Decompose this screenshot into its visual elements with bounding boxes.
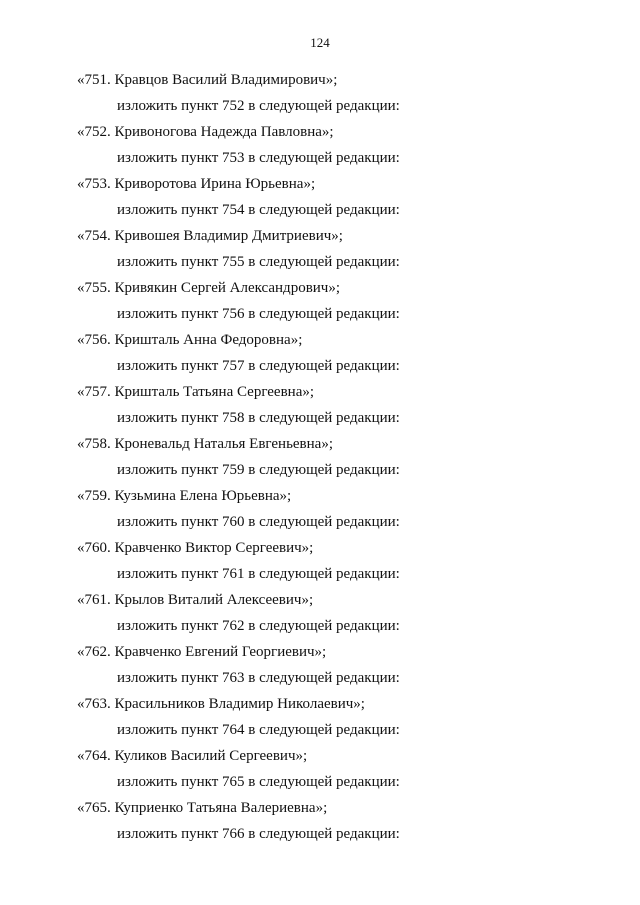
entry-instruction: изложить пункт 759 в следующей редакции:: [117, 462, 400, 478]
entry-instruction: изложить пункт 760 в следующей редакции:: [117, 514, 400, 530]
entries-list: [0, 67, 640, 847]
entry-item: «751. Кравцов Василий Владимирович»;: [77, 72, 338, 88]
entry-item: «752. Кривоногова Надежда Павловна»;: [77, 124, 334, 140]
entry-instruction: изложить пункт 755 в следующей редакции:: [117, 254, 400, 270]
entry-instruction: изложить пункт 765 в следующей редакции:: [117, 774, 400, 790]
entry-item: «764. Куликов Василий Сергеевич»;: [77, 748, 308, 764]
entry-instruction: изложить пункт 756 в следующей редакции:: [117, 306, 400, 322]
entry-item: «763. Красильников Владимир Николаевич»;: [77, 696, 365, 712]
entry-item: «754. Кривошея Владимир Дмитриевич»;: [77, 228, 343, 244]
entry-item: «757. Кришталь Татьяна Сергеевна»;: [77, 384, 315, 400]
entry-instruction: изложить пункт 757 в следующей редакции:: [117, 358, 400, 374]
entry-item: «765. Куприенко Татьяна Валериевна»;: [77, 800, 328, 816]
entry-instruction: изложить пункт 763 в следующей редакции:: [117, 670, 400, 686]
entry-item: «759. Кузьмина Елена Юрьевна»;: [77, 488, 292, 504]
entry-instruction: изложить пункт 758 в следующей редакции:: [117, 410, 400, 426]
entry-instruction: изложить пункт 762 в следующей редакции:: [117, 618, 400, 634]
entry-instruction: изложить пункт 753 в следующей редакции:: [117, 150, 400, 166]
entry-item: «762. Кравченко Евгений Георгиевич»;: [77, 644, 327, 660]
entry-instruction: изложить пункт 754 в следующей редакции:: [117, 202, 400, 218]
entry-item: «758. Кроневальд Наталья Евгеньевна»;: [77, 436, 333, 452]
entry-item: «755. Кривякин Сергей Александрович»;: [77, 280, 341, 296]
entry-instruction: изложить пункт 752 в следующей редакции:: [117, 98, 400, 114]
entry-instruction: изложить пункт 764 в следующей редакции:: [117, 722, 400, 738]
entry-instruction: изложить пункт 761 в следующей редакции:: [117, 566, 400, 582]
page-number: 124: [310, 35, 330, 50]
entry-item: «756. Кришталь Анна Федоровна»;: [77, 332, 303, 348]
entry-instruction: изложить пункт 766 в следующей редакции:: [117, 826, 400, 842]
entry-item: «753. Криворотова Ирина Юрьевна»;: [77, 176, 316, 192]
entry-item: «760. Кравченко Виктор Сергеевич»;: [77, 540, 314, 556]
entry-item: «761. Крылов Виталий Алексеевич»;: [77, 592, 314, 608]
